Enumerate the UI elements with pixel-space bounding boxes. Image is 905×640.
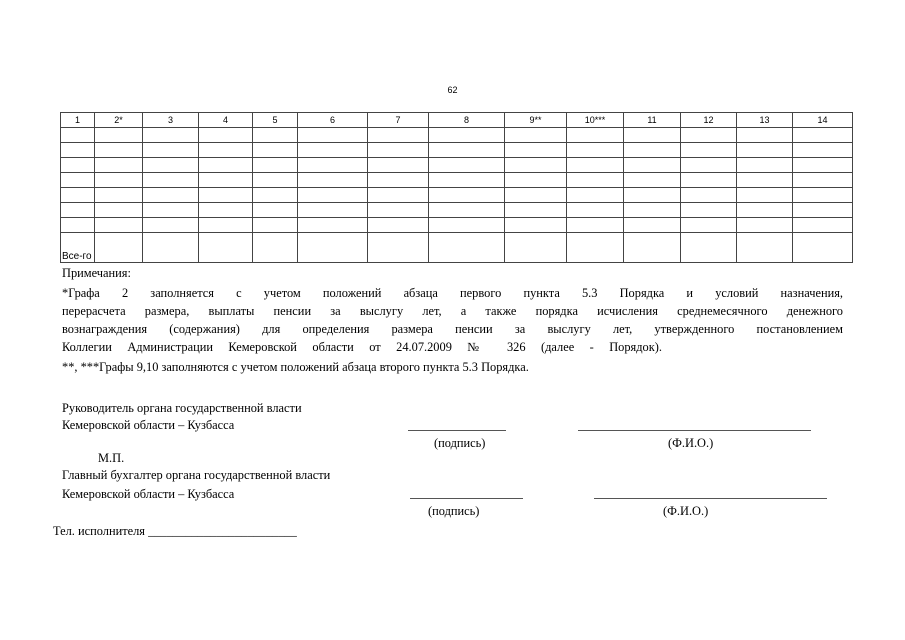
column-header: 14 xyxy=(793,113,853,128)
column-header: 10*** xyxy=(567,113,624,128)
table-total-row xyxy=(61,233,853,263)
accountant-title-line-2: Кемеровской области – Кузбасса xyxy=(62,487,235,501)
table-row xyxy=(61,188,853,203)
table-row xyxy=(61,218,853,233)
column-header: 5 xyxy=(253,113,298,128)
head-title-line-2: Кемеровской области – Кузбасса xyxy=(62,418,235,432)
column-header: 12 xyxy=(681,113,737,128)
table-header-row xyxy=(61,113,853,128)
table-row xyxy=(61,173,853,188)
signature-line-2 xyxy=(410,498,523,499)
signature-caption: (подпись) xyxy=(434,436,486,450)
note-1-line-3: вознаграждения (содержания) для определения размера пенсии за выслугу лет, утвержденного постановлением xyxy=(62,322,843,336)
column-header: 1 xyxy=(61,113,95,128)
name-caption: (Ф.И.О.) xyxy=(668,436,714,450)
column-header: 11 xyxy=(624,113,681,128)
table-row xyxy=(61,203,853,218)
note-1-line-1: *Графа 2 заполняется с учетом положений абзаца первого пункта 5.3 Порядка и условий назначения, xyxy=(62,286,843,300)
note-2: **, ***Графы 9,10 заполняются с учетом положений абзаца второго пункта 5.3 Порядка. xyxy=(62,360,529,374)
column-header: 13 xyxy=(737,113,793,128)
name-line xyxy=(578,430,811,431)
stamp-label: М.П. xyxy=(98,451,125,465)
column-header: 8 xyxy=(429,113,505,128)
column-header: 2* xyxy=(95,113,143,128)
column-header: 4 xyxy=(199,113,253,128)
notes-title: Примечания: xyxy=(62,266,131,280)
phone-label: Тел. исполнителя ________________________ xyxy=(53,524,297,538)
signature-line xyxy=(408,430,506,431)
note-1-line-4: Коллегии Администрации Кемеровской области от 24.07.2009 № 326 (далее - Порядок). xyxy=(62,340,662,354)
signature-caption-2: (подпись) xyxy=(428,504,480,518)
column-header: 6 xyxy=(298,113,368,128)
column-header: 3 xyxy=(143,113,199,128)
name-line-2 xyxy=(594,498,827,499)
table-row xyxy=(61,143,853,158)
column-header: 7 xyxy=(368,113,429,128)
column-header: 9** xyxy=(505,113,567,128)
page-number: 62 xyxy=(447,85,458,95)
head-title-line-1: Руководитель органа государственной власти xyxy=(62,401,302,415)
total-label: Все-го xyxy=(61,233,95,263)
name-caption-2: (Ф.И.О.) xyxy=(663,504,709,518)
data-table xyxy=(60,112,853,263)
note-1-line-2: перерасчета размера, выплаты пенсии за выслугу лет, а также порядка исчисления среднемесячного денежного xyxy=(62,304,843,318)
table-row xyxy=(61,158,853,173)
table-row xyxy=(61,128,853,143)
accountant-title-line-1: Главный бухгалтер органа государственной власти xyxy=(62,468,331,482)
